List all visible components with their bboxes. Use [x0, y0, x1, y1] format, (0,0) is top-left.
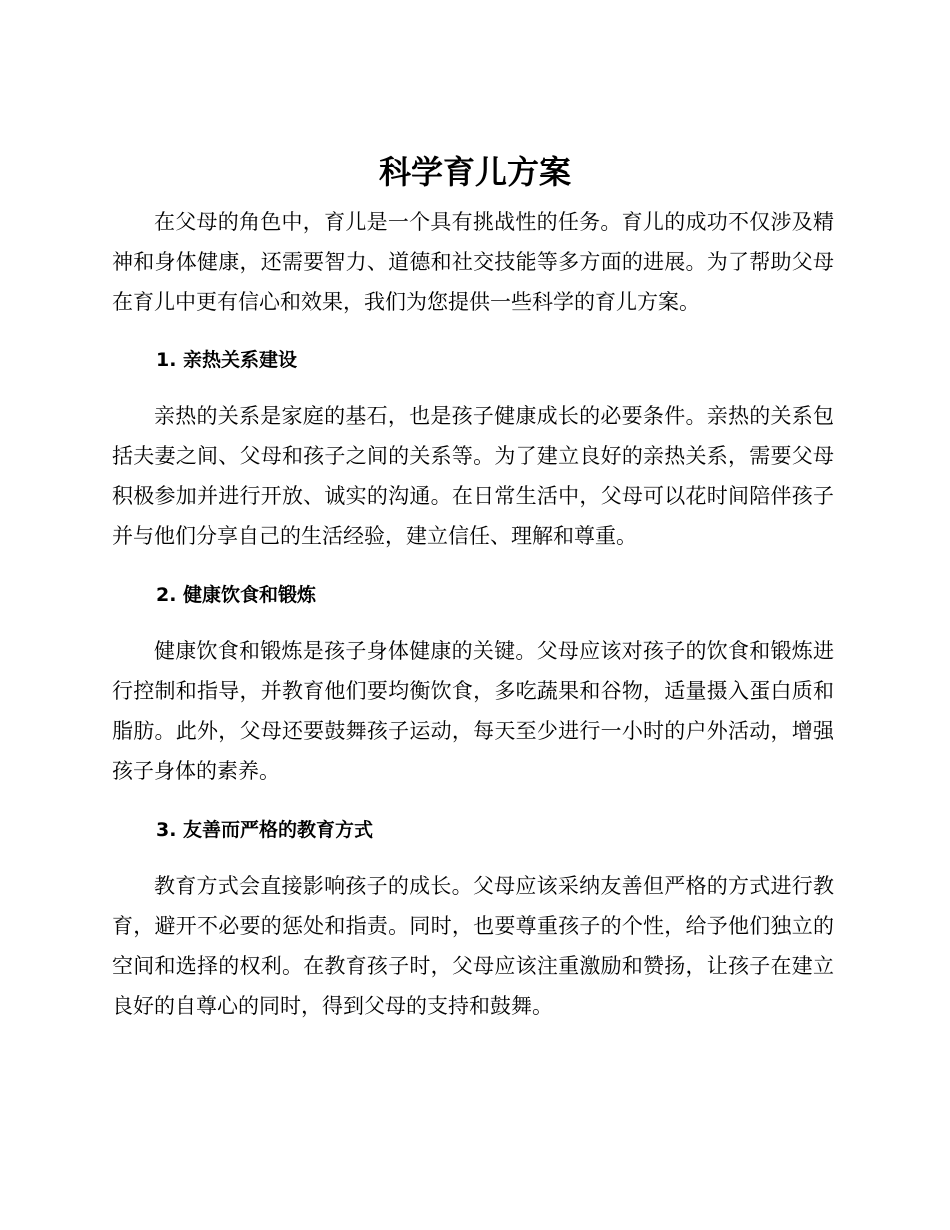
intro-paragraph: 在父母的角色中，育儿是一个具有挑战性的任务。育儿的成功不仅涉及精神和身体健康，还需要智力、道德和社交技能等多方面的进展。为了帮助父母在育儿中更有信心和效果，我们为您提供一些科学的育儿方案。 — [112, 210, 834, 314]
page-title: 科学育儿方案 — [378, 153, 571, 191]
section-heading-1: 1. 亲热关系建设 — [156, 349, 298, 371]
section-body-3: 教育方式会直接影响孩子的成长。父母应该采纳友善但严格的方式进行教育，避开不必要的惩处和指责。同时，也要尊重孩子的个性，给予他们独立的空间和选择的权利。在教育孩子时，父母应该注重激励和赞扬，让孩子在建立良好的自尊心的同时，得到父母的支持和鼓舞。 — [112, 874, 834, 1018]
section-heading-2: 2. 健康饮食和锻炼 — [156, 584, 317, 606]
section-body-1: 亲热的关系是家庭的基石，也是孩子健康成长的必要条件。亲热的关系包括夫妻之间、父母和孩子之间的关系等。为了建立良好的亲热关系，需要父母积极参加并进行开放、诚实的沟通。在日常生活中，父母可以花时间陪伴孩子并与他们分享自己的生活经验，建立信任、理解和尊重。 — [112, 404, 834, 548]
section-body-2: 健康饮食和锻炼是孩子身体健康的关键。父母应该对孩子的饮食和锻炼进行控制和指导，并教育他们要均衡饮食，多吃蔬果和谷物，适量摄入蛋白质和脂肪。此外，父母还要鼓舞孩子运动，每天至少进行一小时的户外活动，增强孩子身体的素养。 — [112, 639, 834, 783]
section-heading-3: 3. 友善而严格的教育方式 — [156, 819, 374, 841]
